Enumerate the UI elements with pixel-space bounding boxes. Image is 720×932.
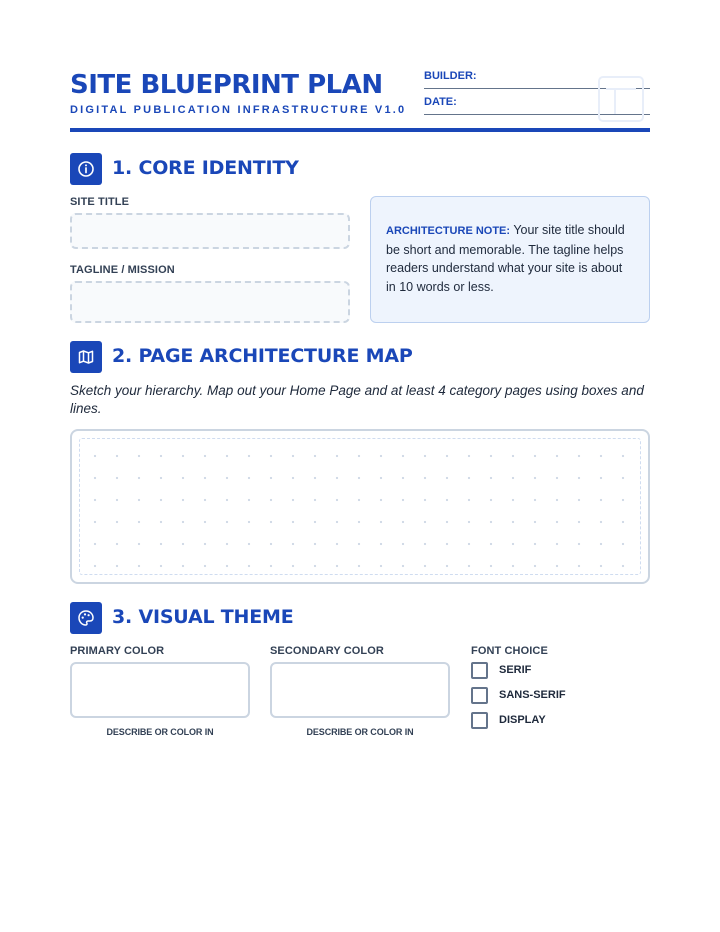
info-icon bbox=[70, 153, 102, 185]
sketch-area[interactable] bbox=[70, 429, 650, 584]
display-option-label: DISPLAY bbox=[499, 714, 546, 726]
site-title-label: SITE TITLE bbox=[70, 196, 130, 208]
palette-icon bbox=[70, 602, 102, 634]
section-title-page-architecture: 2. PAGE ARCHITECTURE MAP bbox=[112, 345, 413, 367]
primary-color-caption: DESCRIBE OR COLOR IN bbox=[106, 727, 214, 737]
tagline-field[interactable] bbox=[70, 281, 350, 323]
dot-grid bbox=[79, 438, 641, 575]
display-checkbox[interactable] bbox=[471, 712, 488, 729]
date-label: DATE: bbox=[424, 96, 457, 108]
note-label: ARCHITECTURE NOTE: bbox=[386, 225, 511, 237]
page-title: SITE BLUEPRINT PLAN bbox=[70, 70, 383, 100]
section-title-core-identity: 1. CORE IDENTITY bbox=[112, 157, 299, 179]
secondary-color-caption: DESCRIBE OR COLOR IN bbox=[306, 727, 414, 737]
sketch-instruction: Sketch your hierarchy. Map out your Home Page and at least 4 category pages using boxes and lines. bbox=[70, 383, 644, 416]
secondary-color-label: SECONDARY COLOR bbox=[270, 645, 384, 657]
note-text: Your site title should be short and memorable. The tagline helps readers understand what your site is about in 10 words or less. bbox=[386, 223, 625, 294]
map-icon bbox=[70, 341, 102, 373]
secondary-color-swatch[interactable] bbox=[270, 662, 450, 718]
serif-checkbox[interactable] bbox=[471, 662, 488, 679]
site-title-field[interactable] bbox=[70, 213, 350, 249]
tagline-label: TAGLINE / MISSION bbox=[70, 264, 175, 276]
section-title-visual-theme: 3. VISUAL THEME bbox=[112, 606, 294, 628]
primary-color-label: PRIMARY COLOR bbox=[70, 645, 165, 657]
page-subtitle: DIGITAL PUBLICATION INFRASTRUCTURE V1.0 bbox=[70, 104, 407, 116]
sans-serif-checkbox[interactable] bbox=[471, 687, 488, 704]
serif-option-label: SERIF bbox=[499, 664, 532, 676]
watermark-icon bbox=[598, 76, 644, 122]
header-divider bbox=[70, 128, 650, 132]
font-choice-label: FONT CHOICE bbox=[471, 645, 548, 657]
builder-label: BUILDER: bbox=[424, 70, 477, 82]
primary-color-swatch[interactable] bbox=[70, 662, 250, 718]
sans-serif-option-label: SANS-SERIF bbox=[499, 689, 566, 701]
architecture-note bbox=[370, 196, 650, 323]
